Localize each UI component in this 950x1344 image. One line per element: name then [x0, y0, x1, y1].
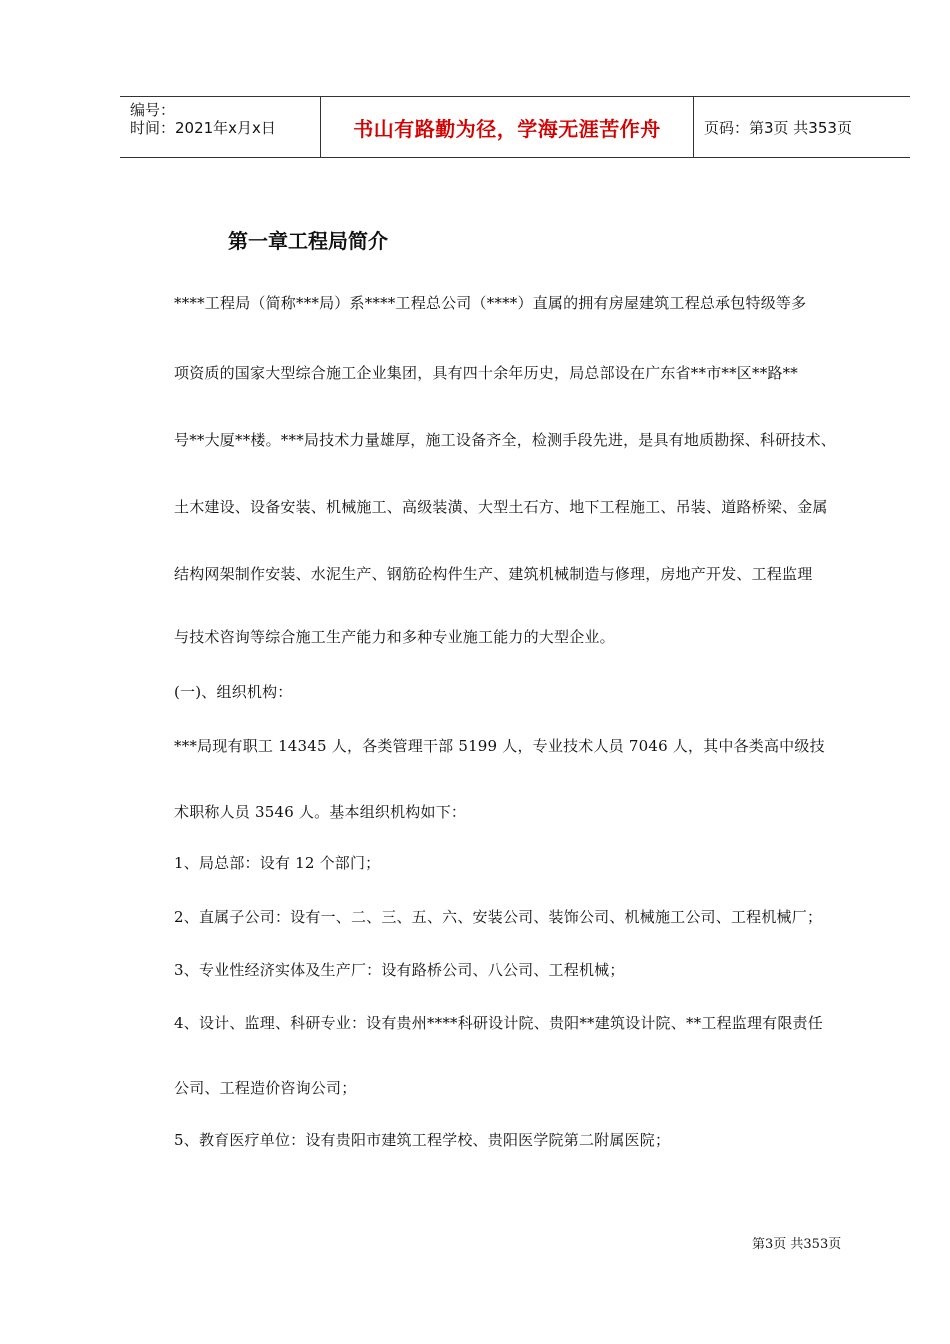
list-item: 4、设计、监理、科研专业：设有贵州****科研设计院、贵阳**建筑设计院、**工程监理有限责任 — [174, 1014, 823, 1032]
list-item: 3、专业性经济实体及生产厂：设有路桥公司、八公司、工程机械； — [174, 961, 625, 979]
list-item: 1、局总部：设有 12 个部门； — [174, 854, 381, 872]
list-item-continuation: 公司、工程造价咨询公司； — [174, 1079, 357, 1097]
header-page-cell — [694, 97, 910, 157]
time-label: 时间：2021年x月x日 — [130, 119, 276, 137]
body-line: 结构网架制作安装、水泥生产、钢筋砼构件生产、建筑机械制造与修理，房地产开发、工程监理 — [174, 565, 813, 583]
body-line: ****工程局（简称***局）系****工程总公司（****）直属的拥有房屋建筑工程总承包特级等多 — [174, 294, 807, 312]
document-header — [120, 96, 910, 158]
header-meta-cell — [120, 97, 321, 157]
body-line: 术职称人员 3546 人。基本组织机构如下： — [174, 803, 467, 821]
list-item: 5、教育医疗单位：设有贵阳市建筑工程学校、贵阳医学院第二附属医院； — [174, 1131, 671, 1149]
body-line: ***局现有职工 14345 人，各类管理干部 5199 人，专业技术人员 7046 人，其中各类高中级技 — [174, 737, 825, 755]
page-footer: 第3页 共353页 — [752, 1237, 842, 1252]
section-heading: (一)、组织机构： — [174, 683, 293, 701]
header-motto-cell — [321, 97, 694, 157]
page-info: 页码：第3页 共353页 — [704, 118, 852, 137]
list-item: 2、直属子公司：设有一、二、三、五、六、安装公司、装饰公司、机械施工公司、工程机械厂； — [174, 908, 823, 926]
body-line: 项资质的国家大型综合施工企业集团，具有四十余年历史，局总部设在广东省**市**区**路** — [174, 364, 799, 382]
body-line: 号**大厦**楼。***局技术力量雄厚，施工设备齐全，检测手段先进，是具有地质勘探、科研技术、 — [174, 431, 836, 449]
number-label: 编号： — [130, 101, 176, 119]
body-line: 土木建设、设备安装、机械施工、高级装潢、大型土石方、地下工程施工、吊装、道路桥梁、金属 — [174, 498, 828, 516]
motto-text: 书山有路勤为径，学海无涯苦作舟 — [353, 116, 661, 141]
chapter-title: 第一章工程局简介 — [228, 229, 388, 253]
body-line: 与技术咨询等综合施工生产能力和多种专业施工能力的大型企业。 — [174, 628, 615, 646]
